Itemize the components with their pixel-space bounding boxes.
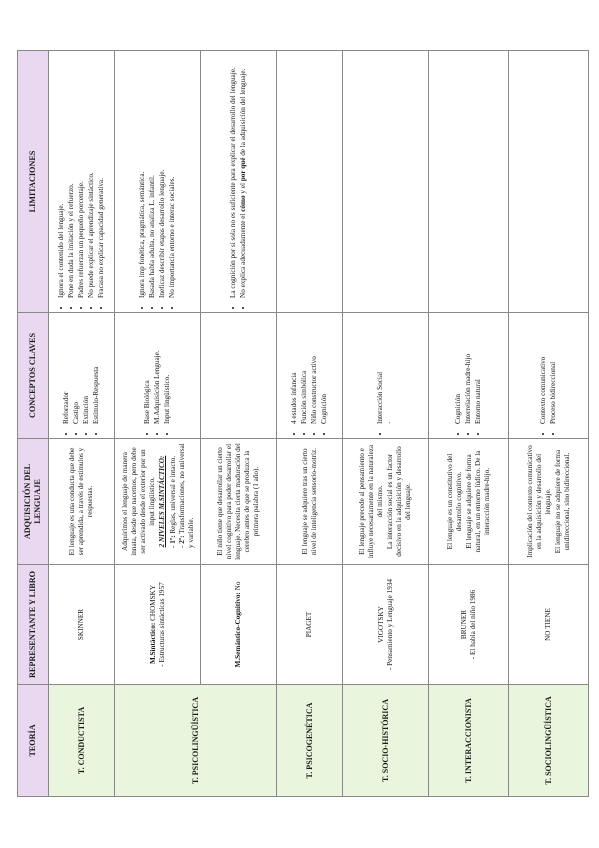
concept-item: • Castigo bbox=[72, 317, 81, 424]
teoria-cell: T. SOCIO-HISTÓRICA bbox=[343, 685, 429, 797]
author-name: No bbox=[234, 581, 242, 591]
adquisicion-cell bbox=[201, 439, 277, 565]
limitation-item: • Padres refuerzan un pequeño porcentaje. bbox=[77, 55, 86, 298]
limitaciones-cell bbox=[343, 51, 429, 313]
author-name: CHOMSKY bbox=[148, 584, 157, 621]
concept-item: • Base Biológica bbox=[143, 317, 152, 424]
concept-item: • Extinción bbox=[82, 317, 91, 424]
representante-cell bbox=[201, 565, 277, 685]
limitation-item: • Ineficaz describir etapas desarrollo lenguaje. bbox=[158, 55, 167, 298]
book-title: - Pensamiento y Lenguaje 1934 bbox=[385, 578, 394, 671]
limitaciones-cell bbox=[509, 51, 589, 313]
levels-heading: 2 NIVELES M.SINTÁCTICO: bbox=[157, 455, 166, 548]
theories-table bbox=[17, 50, 589, 797]
table-row bbox=[277, 51, 343, 797]
rotated-table-wrapper bbox=[17, 51, 582, 797]
concept-item: • Niño constructor activo bbox=[310, 317, 319, 424]
header-row bbox=[18, 51, 49, 797]
table-row bbox=[509, 51, 589, 797]
representante-cell: NO TIENE bbox=[509, 565, 589, 685]
adquisicion-cell bbox=[49, 439, 115, 565]
conceptos-cell bbox=[429, 313, 509, 439]
adquisicion-text: El lenguaje es una conducta que debe ser aprendida, a través de estímulos y respuestas. bbox=[68, 447, 94, 556]
conceptos-cell bbox=[509, 313, 589, 439]
concept-item: • Función simbólica bbox=[300, 317, 309, 424]
adquisicion-text: Adquirimos el lenguaje de manera innata, desde que nacemos, pero debe ser activado desde el exterior por un input lingüístico. bbox=[120, 447, 156, 556]
level-item: - 1º: Reglas, universal e intacto. bbox=[168, 455, 177, 548]
table-row bbox=[343, 51, 429, 797]
adquisicion-text: El lenguaje es un constitutivo del desarrollo cognitivo. bbox=[445, 453, 463, 550]
concept-item: • Cognición bbox=[320, 317, 329, 424]
book-title: - El habla del niño 1986 bbox=[468, 589, 477, 660]
conceptos-cell bbox=[277, 313, 343, 439]
header-representante: REPRESENTANTE Y LIBRO bbox=[18, 565, 49, 685]
model-label: M.Semántico-Cognitivo: bbox=[234, 592, 242, 668]
adquisicion-text: El lenguaje se adquiere tras un cierto nivel de inteligencia sensorio-motriz. bbox=[300, 448, 318, 555]
limitaciones-cell bbox=[201, 51, 277, 313]
concept-item: • Interacción Social bbox=[376, 317, 385, 424]
conceptos-cell bbox=[343, 313, 429, 439]
author-name: BRUNER bbox=[459, 609, 468, 640]
limitation-item: • No importancia entorno e interac sociales. bbox=[168, 55, 177, 298]
limitation-item: • Ignora el contenido del lenguaje. bbox=[57, 55, 66, 298]
limitation-item: • No explica adecuadamente el cómo y el por qué de la adquisición del lenguaje. bbox=[239, 55, 248, 298]
table-row bbox=[429, 51, 509, 797]
limitation-item: • Pone en duda la imitación y el refuerzo. bbox=[67, 55, 76, 298]
teoria-cell: T. INTERACCIONISTA bbox=[429, 685, 509, 797]
representante-cell bbox=[343, 565, 429, 685]
header-adquisicion: ADQUISICIÓN DEL LENGUAJE bbox=[18, 439, 49, 565]
limitation-item: • Ignora imp fonética, pragmática, semántica. bbox=[138, 55, 147, 298]
representante-cell bbox=[115, 565, 201, 685]
adquisicion-cell bbox=[509, 439, 589, 565]
adquisicion-text: Implicación del contexto comunicativo en la adquisición y desarrollo del lenguaje. bbox=[525, 445, 552, 558]
conceptos-cell bbox=[115, 313, 201, 439]
adquisicion-text: La interacción social es un factor decisivo en la adquisición y desarrollo del lenguaje. bbox=[386, 446, 412, 557]
header-conceptos: CONCEPTOS CLAVES bbox=[18, 313, 49, 439]
book-title: - Estructuras sintácticas 1957 bbox=[157, 582, 166, 667]
adquisicion-cell bbox=[277, 439, 343, 565]
concept-item: • Contexto comunicativo bbox=[539, 317, 548, 424]
limitation-item: • Basada habla adulta, no analiza L. infantil. bbox=[148, 55, 157, 298]
model-label: M.Sintáctico: bbox=[148, 622, 157, 665]
adquisicion-cell bbox=[343, 439, 429, 565]
limitation-item: • No puede explicar el aprendizaje sintáctico. bbox=[87, 55, 96, 298]
adquisicion-text: El lenguaje se adquiere de forma natural, en un entorno lúdico. De la interacción madre-hijo. bbox=[464, 450, 491, 553]
table-row bbox=[115, 51, 201, 797]
header-limitaciones: LIMITACIONES bbox=[18, 51, 49, 313]
teoria-cell: T. SOCIOLINGÜÍSTICA bbox=[509, 685, 589, 797]
limitation-item: • La cognición por sí sola no es suficiente para explicar el desarrollo del lenguaje. bbox=[229, 55, 238, 298]
representante-cell: SKINNER bbox=[49, 565, 115, 685]
limitaciones-cell bbox=[115, 51, 201, 313]
concept-item: • Input lingüístico. bbox=[163, 317, 172, 424]
limitaciones-cell bbox=[49, 51, 115, 313]
adquisicion-text: El lenguaje no se adquiere de forma unidireccional, sino bidireccional. bbox=[553, 449, 571, 554]
teoria-cell: T. PSICOLINGÜÍSTICA bbox=[115, 685, 277, 797]
representante-cell: PIAGET bbox=[277, 565, 343, 685]
header-teoria: TEORÍA bbox=[18, 685, 49, 797]
concept-item: • Proceso bidireccional bbox=[549, 317, 558, 424]
adquisicion-cell bbox=[429, 439, 509, 565]
conceptos-cell bbox=[49, 313, 115, 439]
adquisicion-text: El niño tiene que desarrollar un cierto nivel cognitivo para poder desarrollar el lenguaje. Necesita cierta maduración del cerebro antes de que se produzca la primera palabra (1 año). bbox=[216, 443, 260, 560]
table-row bbox=[49, 51, 115, 797]
author-name: VIGOTSKY bbox=[376, 606, 385, 643]
limitaciones-cell bbox=[429, 51, 509, 313]
teoria-cell: T. CONDUCTISTA bbox=[49, 685, 115, 797]
concept-item: • Interrelación madre-hijo bbox=[464, 317, 473, 424]
concept-item: • M.Adquisición Lenguaje. bbox=[153, 317, 162, 424]
concept-item: • 4 estados infancia bbox=[290, 317, 299, 424]
adquisicion-text: El lenguaje precede al pensamiento e influye necesariamente en la naturaleza del mismo. bbox=[358, 444, 384, 559]
teoria-cell: T. PSICOGENÉTICA bbox=[277, 685, 343, 797]
adquisicion-cell bbox=[115, 439, 201, 565]
limitation-item: • Fracasa no explicar capacidad generativa. bbox=[97, 55, 106, 298]
representante-cell bbox=[429, 565, 509, 685]
level-item: - 2º: Transformaciones, no universal y variable. bbox=[177, 443, 195, 548]
conceptos-cell bbox=[201, 313, 277, 439]
concept-item: • Reforzador bbox=[62, 317, 71, 424]
concept-item: · bbox=[386, 421, 394, 424]
concept-item: • Entorno natural bbox=[474, 317, 483, 424]
limitaciones-cell bbox=[277, 51, 343, 313]
concept-item: • Estímulo-Respuesta bbox=[92, 317, 101, 424]
concept-item: • Cognición bbox=[454, 317, 463, 424]
